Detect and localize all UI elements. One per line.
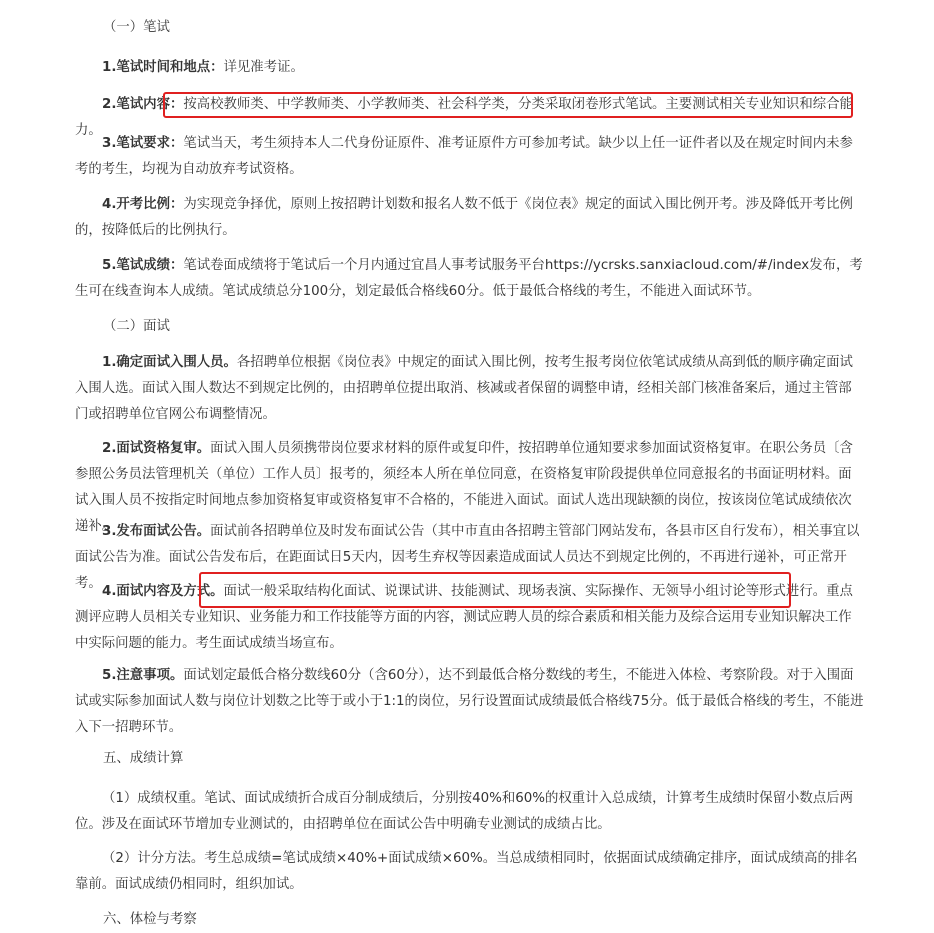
paragraph-score-weight	[75, 786, 865, 838]
paragraph-label: 4.开考比例：	[102, 197, 184, 212]
paragraph-text: 面试入围人员须携带岗位要求材料的原件或复印件，按招聘单位通知要求参加面试资格复审。在职公务员〔含参照公务员法管理机关（单位）工作人员〕报考的，须经本人所在单位同意，在资格复审阶段提供单位同意报名的书面证明材料。面试入围人员不按指定时间地点参加资格复审或资格复审不合格的，不能进入面试。面试人选出现缺额的岗位，按该岗位笔试成绩依次递补。	[75, 441, 853, 534]
paragraph-label: 3.发布面试公告。	[102, 524, 211, 539]
paragraph-written-time	[75, 55, 865, 81]
paragraph-interview-candidates	[75, 350, 865, 428]
paragraph-text: 详见准考证。	[223, 60, 304, 75]
paragraph-text: 按高校教师类、中学教师类、小学教师类、社会科学类，分类采取闭卷形式笔试。主要测试相关专业知识和综合能力。	[75, 97, 853, 138]
paragraph-text: 各招聘单位根据《岗位表》中规定的面试入围比例，按考生报考岗位依笔试成绩从高到低的顺序确定面试入围人选。面试入围人数达不到规定比例的，由招聘单位提出取消、核减或者保留的调整申请，经相关部门核准备案后，通过主管部门或招聘单位官网公布调整情况。	[75, 355, 853, 422]
paragraph-label: 2.笔试内容：	[102, 97, 184, 112]
paragraph-interview-method	[75, 579, 865, 657]
paragraph-label: 3.笔试要求：	[102, 136, 184, 151]
paragraph-text: （1）成绩权重。笔试、面试成绩折合成百分制成绩后，分别按40%和60%的权重计入总成绩，计算考生成绩时保留小数点后两位。涉及在面试环节增加专业测试的，由招聘单位在面试公告中明确专业测试的成绩占比。	[75, 791, 853, 832]
paragraph-exam-ratio	[75, 192, 865, 244]
paragraph-text: 笔试卷面成绩将于笔试后一个月内通过宜昌人事考试服务平台https://ycrsks.sanxiacloud.com/#/index发布，考生可在线查询本人成绩。笔试成绩总分100分，划定最低合格线60分。低于最低合格线的考生，不能进入面试环节。	[75, 258, 863, 299]
paragraph-notes	[75, 663, 865, 741]
paragraph-text: （2）计分方法。考生总成绩=笔试成绩×40%+面试成绩×60%。当总成绩相同时，依据面试成绩确定排序，面试成绩高的排名靠前。面试成绩仍相同时，组织加试。	[75, 851, 858, 892]
section-heading-score-calc: 五、成绩计算	[103, 751, 184, 766]
paragraph-label: 4.面试内容及方式。	[102, 584, 224, 599]
paragraph-label: 2.面试资格复审。	[102, 441, 211, 456]
paragraph-label: 1.笔试时间和地点：	[102, 60, 224, 75]
paragraph-written-score	[75, 253, 865, 305]
paragraph-label: 5.笔试成绩：	[102, 258, 184, 273]
paragraph-label: 1.确定面试入围人员。	[102, 355, 237, 370]
paragraph-text: 为实现竞争择优，原则上按招聘计划数和报名人数不低于《岗位表》规定的面试入围比例开考。涉及降低开考比例的，按降低后的比例执行。	[75, 197, 853, 238]
paragraph-label: 5.注意事项。	[102, 668, 184, 683]
paragraph-written-requirements	[75, 131, 865, 183]
paragraph-text: 面试前各招聘单位及时发布面试公告（其中市直由各招聘主管部门网站发布，各县市区自行发布），相关事宜以面试公告为准。面试公告发布后，在距面试日5天内，因考生弃权等因素造成面试人员达不到规定比例的，不再进行递补，可正常开考。	[75, 524, 860, 591]
section-heading-exam-check: 六、体检与考察	[103, 912, 197, 927]
paragraph-text: 面试一般采取结构化面试、说课试讲、技能测试、现场表演、实际操作、无领导小组讨论等形式进行。重点测评应聘人员相关专业知识、业务能力和工作技能等方面的内容，测试应聘人员的综合素质和相关能力及综合运用专业知识解决工作中实际问题的能力。考生面试成绩当场宣布。	[75, 584, 853, 651]
paragraph-score-method	[75, 846, 865, 898]
paragraph-text: 面试划定最低合格分数线60分（含60分），达不到最低合格分数线的考生，不能进入体检、考察阶段。对于入围面试或实际参加面试人数与岗位计划数之比等于或小于1:1的岗位，另行设置面试成绩最低合格线75分。低于最低合格线的考生，不能进入下一招聘环节。	[75, 668, 864, 735]
section-heading-interview: （二）面试	[103, 319, 170, 334]
section-heading-written: （一）笔试	[103, 20, 170, 35]
paragraph-text: 笔试当天，考生须持本人二代身份证原件、准考证原件方可参加考试。缺少以上任一证件者以及在规定时间内未参考的考生，均视为自动放弃考试资格。	[75, 136, 853, 177]
